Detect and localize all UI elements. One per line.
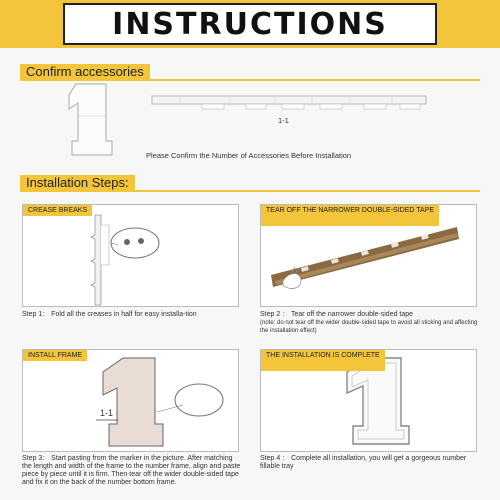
installation-steps-heading	[20, 175, 480, 192]
step-2-tag: TEAR OFF THE NARROWER DOUBLE-SIDED TAPE	[261, 205, 439, 226]
accessory-part-label: 1-1	[278, 116, 289, 125]
page-title: INSTRUCTIONS	[112, 6, 388, 42]
installation-steps-label: Installation Steps:	[20, 175, 135, 190]
crease-illustration	[23, 205, 239, 307]
confirm-accessories-heading	[20, 64, 480, 81]
accessories-area	[20, 81, 480, 169]
step-3-tag: INSTALL FRAME	[23, 350, 87, 361]
step-2-note: (note: do not tear off the wider double-sided tape to avoid all sticking and affecting the installation effect)	[260, 320, 478, 334]
step-3-marker-label: 1-1	[100, 408, 114, 418]
step-4-panel	[260, 349, 477, 452]
frame-illustration	[23, 350, 239, 452]
step-2-text	[260, 311, 482, 335]
title-box	[63, 3, 437, 45]
confirm-accessories-label: Confirm accessories	[20, 64, 150, 79]
step-1-tag: CREASE BREAKS	[23, 205, 92, 216]
confirm-note: Please Confirm the Number of Accessories Before Installation	[146, 151, 352, 160]
step-4-tag: THE INSTALLATION IS COMPLETE	[261, 350, 385, 371]
step-2-panel	[260, 204, 477, 307]
step-2-instruction: Step 2 ： Tear off the narrower double-sided tape	[260, 311, 414, 318]
step-1-text: Step 1： Fold all the creases in half for easy installa-tion	[22, 311, 197, 318]
step-3-panel	[22, 349, 239, 452]
step-1-panel	[22, 204, 239, 307]
step-4-text: Step 4 ： Complete all installation, you will get a gorgeous number fillable tray	[260, 455, 467, 470]
step-3-text: Step 3： Start pasting from the marker in the picture. After matching the length and width of the frame to the number frame, align and paste piece by piece until it is firm. Then tear off the wider double-sided tape and fix it on the back of the number bottom frame.	[22, 455, 241, 486]
